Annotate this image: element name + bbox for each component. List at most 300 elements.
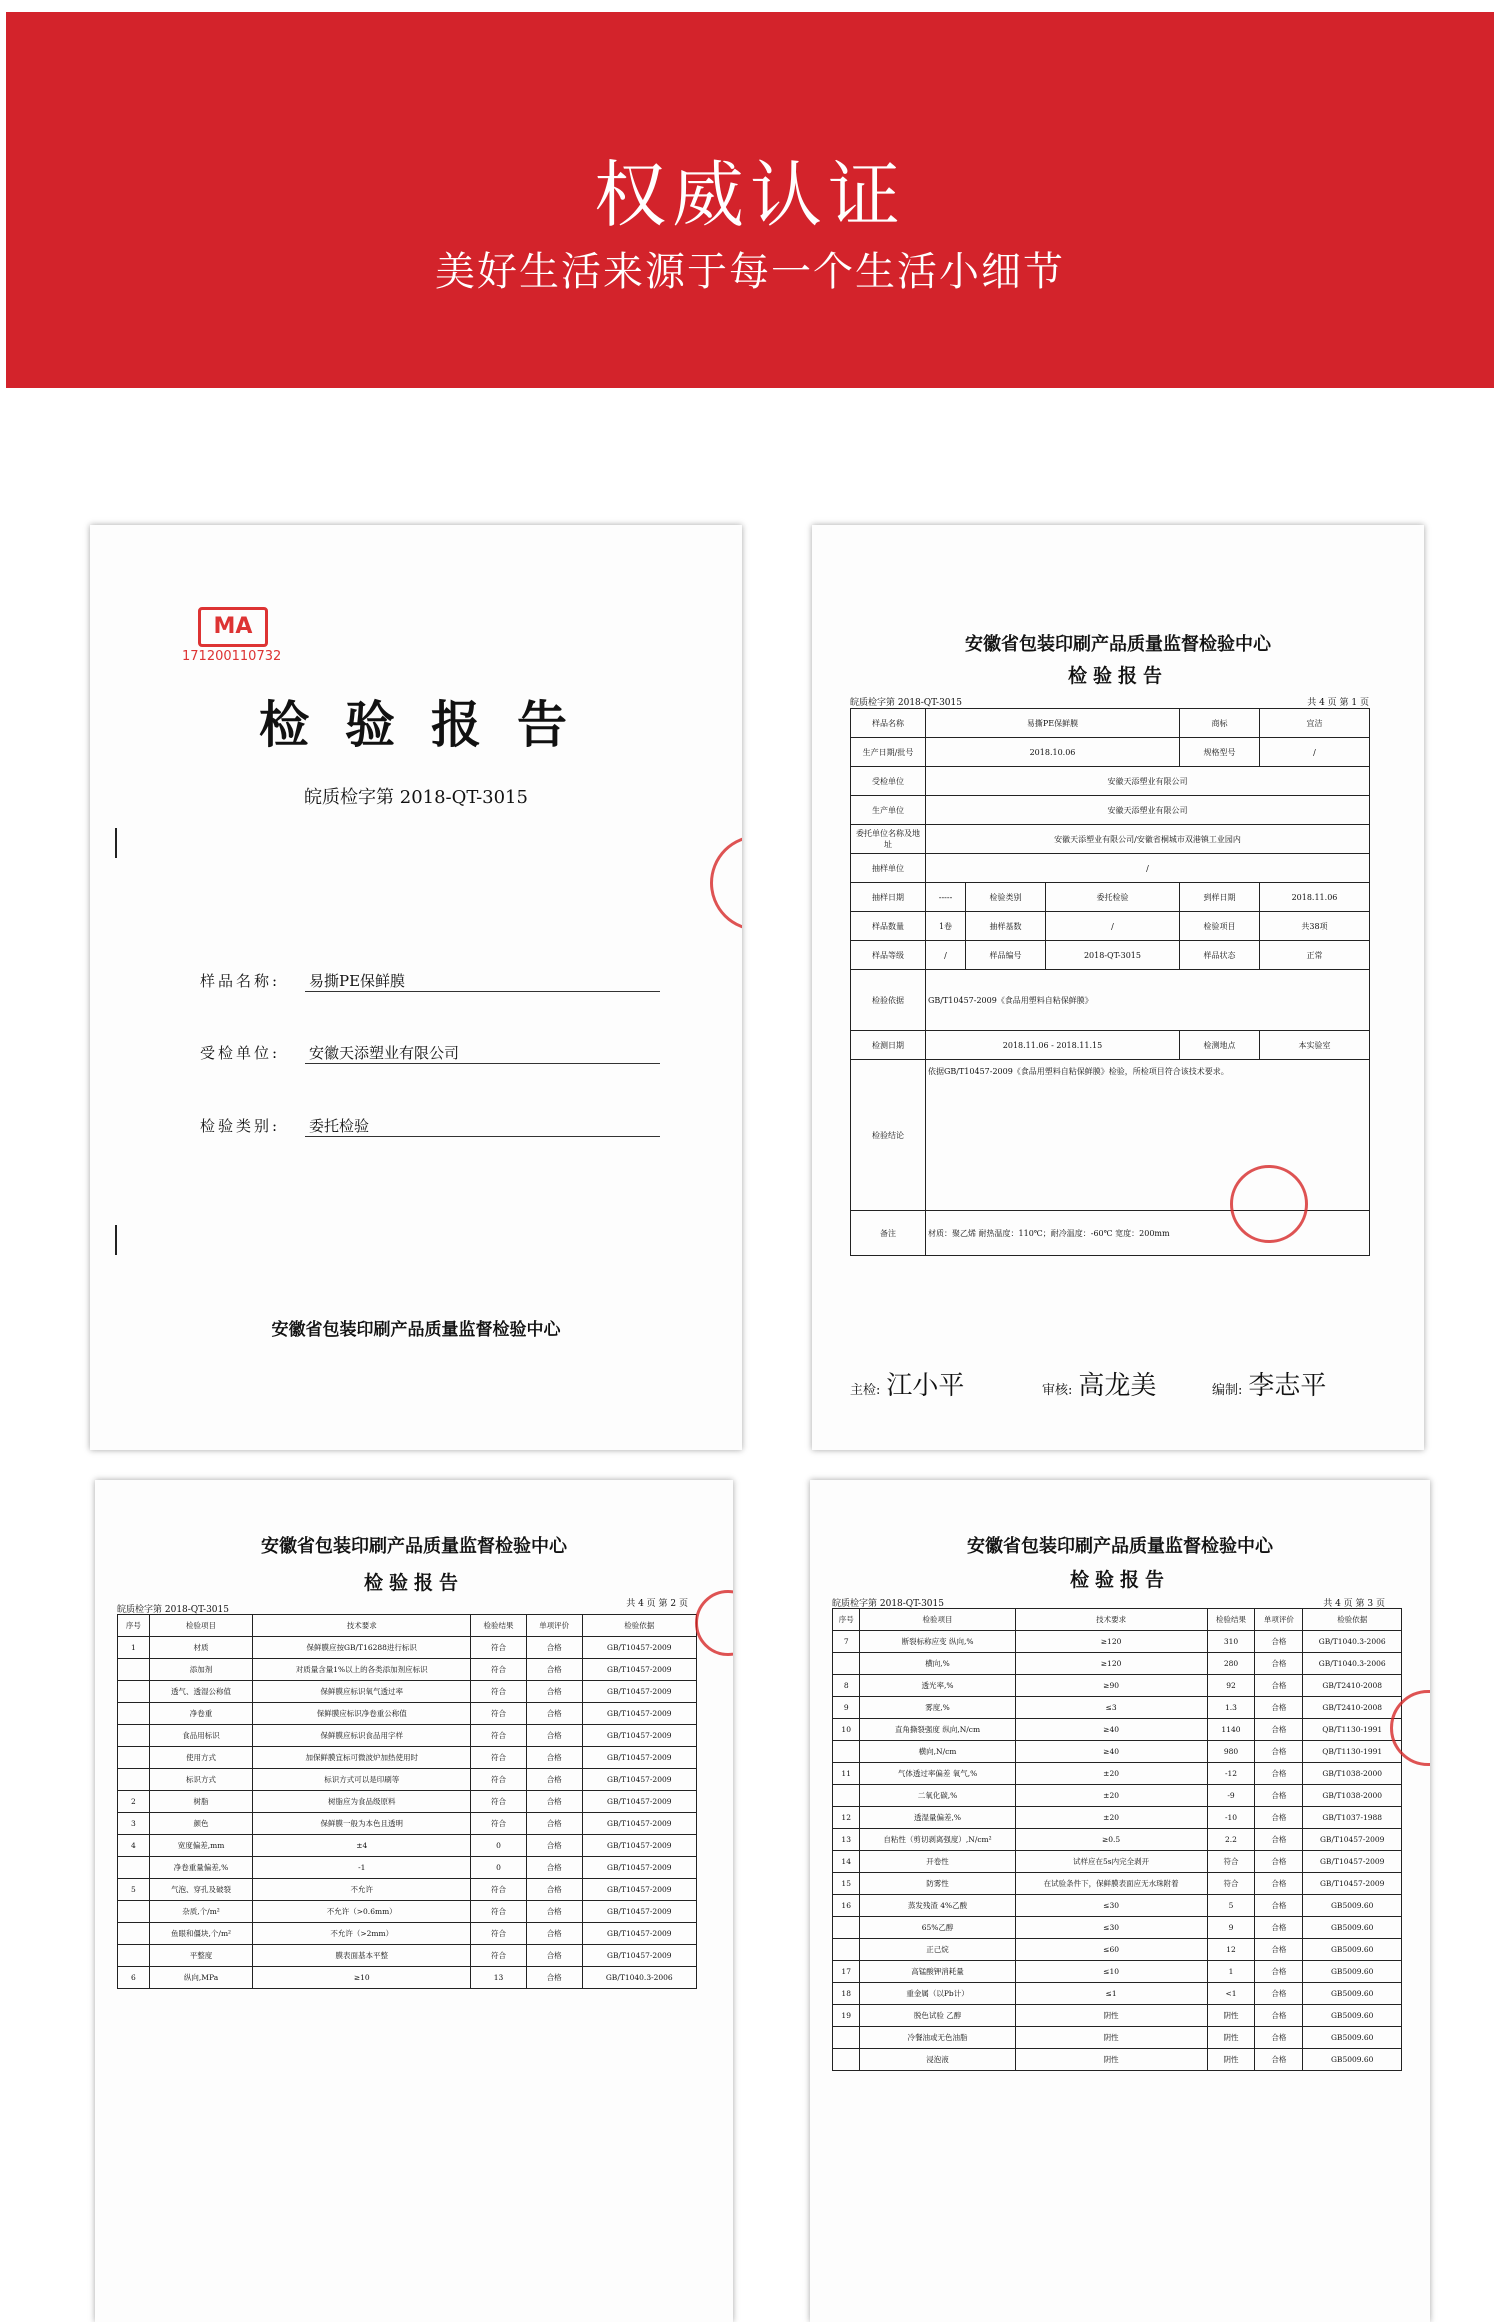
table-row xyxy=(118,1901,697,1923)
table-cell: ≤30 xyxy=(1015,1917,1207,1939)
table-row xyxy=(118,1747,697,1769)
table-cell: 5 xyxy=(118,1879,150,1901)
table-cell: 不允许 xyxy=(253,1879,471,1901)
table-cell: 符合 xyxy=(471,1747,527,1769)
table-cell: 1140 xyxy=(1207,1719,1255,1741)
table-cell: ±20 xyxy=(1015,1763,1207,1785)
table-cell: 7 xyxy=(833,1631,860,1653)
scan-mark xyxy=(115,1225,117,1255)
table-cell: 宽度偏差,mm xyxy=(149,1835,252,1857)
table-cell: ≥120 xyxy=(1015,1631,1207,1653)
table-cell: 合格 xyxy=(1255,1785,1303,1807)
page1-org: 安徽省包装印刷产品质量监督检验中心 xyxy=(965,634,1271,655)
table-cell: 阴性 xyxy=(1207,2027,1255,2049)
table-cell: 2.2 xyxy=(1207,1829,1255,1851)
table-cell: 280 xyxy=(1207,1653,1255,1675)
table-cell: 符合 xyxy=(471,1901,527,1923)
table-cell: 符合 xyxy=(471,1703,527,1725)
table-cell: 不允许（>0.6mm） xyxy=(253,1901,471,1923)
table-header-cell: 检验依据 xyxy=(582,1615,696,1637)
table-row xyxy=(118,1681,697,1703)
table-header-cell: 序号 xyxy=(833,1609,860,1631)
table-cell: QB/T1130-1991 xyxy=(1303,1741,1402,1763)
table-cell: 阴性 xyxy=(1015,2005,1207,2027)
table-cell xyxy=(833,1917,860,1939)
table-cell: 1.3 xyxy=(1207,1697,1255,1719)
table-cell: 合格 xyxy=(526,1725,582,1747)
table-cell xyxy=(118,1923,150,1945)
table-cell: 正己烷 xyxy=(860,1939,1015,1961)
table-cell: GB/T10457-2009 xyxy=(582,1791,696,1813)
table-cell: 合格 xyxy=(1255,1983,1303,2005)
table-cell xyxy=(833,1741,860,1763)
table-cell: GB/T10457-2009 xyxy=(582,1681,696,1703)
table-cell: 阴性 xyxy=(1207,2005,1255,2027)
table-cell: 合格 xyxy=(526,1813,582,1835)
table-cell xyxy=(118,1945,150,1967)
table-row xyxy=(833,1631,1402,1653)
table-row xyxy=(118,1637,697,1659)
table-row xyxy=(833,1719,1402,1741)
table-cell: 保鲜膜应标识氧气透过率 xyxy=(253,1681,471,1703)
red-seal-icon xyxy=(710,835,742,931)
table-cell: 纵向,MPa xyxy=(149,1967,252,1989)
table-cell: 符合 xyxy=(1207,1851,1255,1873)
table-row xyxy=(118,1791,697,1813)
report-page-2 xyxy=(95,1480,733,2322)
table-row xyxy=(118,1945,697,1967)
table-cell: 合格 xyxy=(526,1769,582,1791)
table-cell: 合格 xyxy=(526,1967,582,1989)
page2-number: 皖质检字第 2018-QT-3015 xyxy=(117,1605,229,1615)
table-cell: 合格 xyxy=(1255,1807,1303,1829)
table-cell: 310 xyxy=(1207,1631,1255,1653)
report-page-1 xyxy=(812,525,1424,1450)
table-cell: 符合 xyxy=(471,1681,527,1703)
page1-page: 共 4 页 第 1 页 xyxy=(1307,698,1369,708)
table-row xyxy=(833,1851,1402,1873)
page3-title: 检验报告 xyxy=(1069,1569,1170,1591)
table-cell: 合格 xyxy=(1255,1829,1303,1851)
table-header-cell: 检验依据 xyxy=(1303,1609,1402,1631)
table-cell: 16 xyxy=(833,1895,860,1917)
table-row xyxy=(118,1923,697,1945)
table-row xyxy=(118,1703,697,1725)
table-cell: GB/T10457-2009 xyxy=(582,1725,696,1747)
table-cell: 树脂应为食品级原料 xyxy=(253,1791,471,1813)
table-cell: 加保鲜膜宜标可微波炉加热使用时 xyxy=(253,1747,471,1769)
page3-results-table xyxy=(832,1608,1402,2071)
table-cell: GB5009.60 xyxy=(1303,2027,1402,2049)
table-row xyxy=(833,1895,1402,1917)
table-cell xyxy=(833,2049,860,2071)
table-cell: 合格 xyxy=(526,1857,582,1879)
table-cell: 65%乙醇 xyxy=(860,1917,1015,1939)
table-cell: 合格 xyxy=(526,1835,582,1857)
table-row xyxy=(833,1697,1402,1719)
table-cell: 横向,N/cm xyxy=(860,1741,1015,1763)
table-cell: 对质量含量1%以上的各类添加剂应标识 xyxy=(253,1659,471,1681)
table-cell: 合格 xyxy=(1255,1917,1303,1939)
table-cell: 保鲜膜应标识净卷重公称值 xyxy=(253,1703,471,1725)
table-row xyxy=(118,1725,697,1747)
table-cell xyxy=(118,1725,150,1747)
banner-title: 权威认证 xyxy=(593,153,906,237)
table-cell: 冷餐油或无色油脂 xyxy=(860,2027,1015,2049)
table-cell: 合格 xyxy=(1255,1873,1303,1895)
table-cell: GB/T1040.3-2006 xyxy=(1303,1653,1402,1675)
page1-number: 皖质检字第 2018-QT-3015 xyxy=(850,698,962,708)
table-cell: 合格 xyxy=(1255,1961,1303,1983)
table-cell: 开卷性 xyxy=(860,1851,1015,1873)
table-cell: 合格 xyxy=(526,1791,582,1813)
table-row xyxy=(118,1879,697,1901)
table-cell: 合格 xyxy=(526,1923,582,1945)
table-cell: GB/T10457-2009 xyxy=(582,1637,696,1659)
page1-title: 检验报告 xyxy=(1067,665,1168,687)
table-cell: 合格 xyxy=(1255,1851,1303,1873)
table-cell: 0 xyxy=(471,1857,527,1879)
field-inspected-unit: 受检单位: 安徽天添塑业有限公司 xyxy=(200,1042,660,1063)
table-cell: GB/T10457-2009 xyxy=(582,1769,696,1791)
table-row xyxy=(833,1807,1402,1829)
table-row xyxy=(833,1961,1402,1983)
page3-page: 共 4 页 第 3 页 xyxy=(1323,1599,1385,1609)
table-cell: ≤1 xyxy=(1015,1983,1207,2005)
table-cell: 3 xyxy=(118,1813,150,1835)
table-header-cell: 单项评价 xyxy=(526,1615,582,1637)
table-cell: 合格 xyxy=(526,1703,582,1725)
table-cell xyxy=(118,1681,150,1703)
table-cell: GB/T10457-2009 xyxy=(1303,1829,1402,1851)
table-cell: GB/T10457-2009 xyxy=(582,1659,696,1681)
table-cell: GB/T2410-2008 xyxy=(1303,1675,1402,1697)
table-row xyxy=(833,2005,1402,2027)
table-cell: 使用方式 xyxy=(149,1747,252,1769)
table-cell: 在试验条件下，保鲜膜表面应无水珠附着 xyxy=(1015,1873,1207,1895)
table-cell: 合格 xyxy=(526,1901,582,1923)
field-inspection-type: 检验类别: 委托检验 xyxy=(200,1115,660,1136)
table-row xyxy=(118,1769,697,1791)
table-cell: 9 xyxy=(1207,1917,1255,1939)
table-cell: GB5009.60 xyxy=(1303,1895,1402,1917)
table-row xyxy=(833,1917,1402,1939)
table-cell: GB5009.60 xyxy=(1303,2049,1402,2071)
table-cell xyxy=(833,1939,860,1961)
table-cell: 合格 xyxy=(1255,1697,1303,1719)
table-cell: 18 xyxy=(833,1983,860,2005)
table-cell: 92 xyxy=(1207,1675,1255,1697)
table-cell: 12 xyxy=(1207,1939,1255,1961)
table-cell: GB/T10457-2009 xyxy=(582,1945,696,1967)
cover-title: 检验报告 xyxy=(259,695,603,754)
table-cell: 重金属（以Pb计） xyxy=(860,1983,1015,2005)
table-row xyxy=(833,1939,1402,1961)
table-cell: ±4 xyxy=(253,1835,471,1857)
table-cell: ≤10 xyxy=(1015,1961,1207,1983)
table-cell: 平整度 xyxy=(149,1945,252,1967)
table-cell: 合格 xyxy=(1255,1895,1303,1917)
table-cell: 980 xyxy=(1207,1741,1255,1763)
table-cell: 合格 xyxy=(526,1879,582,1901)
table-cell: ±20 xyxy=(1015,1785,1207,1807)
table-cell: 颜色 xyxy=(149,1813,252,1835)
table-cell: 透气、透湿公称值 xyxy=(149,1681,252,1703)
table-cell: GB/T10457-2009 xyxy=(582,1813,696,1835)
table-row xyxy=(833,1785,1402,1807)
table-cell: 符合 xyxy=(471,1923,527,1945)
table-cell: 保鲜膜应标识食品用字样 xyxy=(253,1725,471,1747)
field-sample-name: 样品名称: 易撕PE保鲜膜 xyxy=(200,970,660,991)
page2-title: 检验报告 xyxy=(363,1572,464,1594)
table-cell: 2 xyxy=(118,1791,150,1813)
table-cell: 符合 xyxy=(471,1659,527,1681)
table-cell: 符合 xyxy=(471,1637,527,1659)
table-header-cell: 检验项目 xyxy=(860,1609,1015,1631)
table-cell: <1 xyxy=(1207,1983,1255,2005)
table-cell: GB/T10457-2009 xyxy=(1303,1873,1402,1895)
table-cell: 保鲜膜一般为本色且透明 xyxy=(253,1813,471,1835)
table-cell: 1 xyxy=(1207,1961,1255,1983)
table-cell xyxy=(118,1769,150,1791)
table-cell: 脱色试验 乙醇 xyxy=(860,2005,1015,2027)
table-cell: GB5009.60 xyxy=(1303,1983,1402,2005)
table-row xyxy=(833,2027,1402,2049)
table-header-cell: 技术要求 xyxy=(1015,1609,1207,1631)
table-row xyxy=(833,1763,1402,1785)
table-cell: 符合 xyxy=(471,1879,527,1901)
table-cell: GB/T10457-2009 xyxy=(582,1835,696,1857)
table-cell: 合格 xyxy=(1255,1763,1303,1785)
table-header-cell: 检验结果 xyxy=(1207,1609,1255,1631)
table-cell xyxy=(118,1747,150,1769)
table-cell: 阴性 xyxy=(1207,2049,1255,2071)
page1-info-table: 样品名称 易撕PE保鲜膜 商标 宜洁 生产日期/批号 2018.10.06 规格型号 / 受检单位 安徽天添塑业有限公司 生产单位 安徽天添塑业有限公司 委托单位名称及地址 安徽天添塑业有限公司/安徽省桐城市双港镇工业园内 抽样单位 / 抽样日期 ----- 检验类别 委托检验 到样日期 2018.11.06 样品数量 1卷 抽样基数 / 检验项目 共38项 样品等级 / 样品编号 2018-QT-3015 样品状态 正常 检验依据 GB/T10457-2009《食品用塑料自粘保鲜膜》 检测日期 2018.11.06 - 2018.11.15 检测地点 本实验室 检验结论 依据GB/T10457-2009《食品用塑料自粘保鲜膜》检验，所检项目符合该技术要求。 备注 材质：聚乙烯 耐热温度：110℃；耐冷温度：-60℃ 宽度：200mm xyxy=(850,708,1370,1256)
table-cell: 气体透过率偏差 氧气,% xyxy=(860,1763,1015,1785)
signer-editor: 编制: 李志平 xyxy=(1212,1371,1327,1401)
table-row xyxy=(833,1873,1402,1895)
table-cell: 15 xyxy=(833,1873,860,1895)
report-page-3 xyxy=(810,1480,1430,2322)
table-row xyxy=(833,1675,1402,1697)
table-cell: -9 xyxy=(1207,1785,1255,1807)
table-cell: -1 xyxy=(253,1857,471,1879)
table-cell: 合格 xyxy=(526,1659,582,1681)
table-cell: 9 xyxy=(833,1697,860,1719)
table-cell: GB5009.60 xyxy=(1303,1939,1402,1961)
table-cell: ≥120 xyxy=(1015,1653,1207,1675)
cover-organization: 安徽省包装印刷产品质量监督检验中心 xyxy=(271,1320,561,1340)
table-cell: GB/T10457-2009 xyxy=(1303,1851,1402,1873)
table-cell: 标识方式 xyxy=(149,1769,252,1791)
table-row xyxy=(118,1813,697,1835)
page2-results-table xyxy=(117,1614,697,1989)
table-cell: 19 xyxy=(833,2005,860,2027)
table-cell: 合格 xyxy=(1255,1675,1303,1697)
table-row xyxy=(118,1967,697,1989)
table-cell: 不允许（>2mm） xyxy=(253,1923,471,1945)
table-cell: ≤3 xyxy=(1015,1697,1207,1719)
table-cell xyxy=(118,1659,150,1681)
table-cell: 雾度,% xyxy=(860,1697,1015,1719)
page2-org: 安徽省包装印刷产品质量监督检验中心 xyxy=(261,1536,567,1557)
table-row xyxy=(833,1653,1402,1675)
table-cell: 合格 xyxy=(526,1945,582,1967)
table-row xyxy=(833,1741,1402,1763)
table-header-cell: 序号 xyxy=(118,1615,150,1637)
table-cell: 膜表面基本平整 xyxy=(253,1945,471,1967)
table-cell: 横向,% xyxy=(860,1653,1015,1675)
table-cell: 1 xyxy=(118,1637,150,1659)
table-cell: 材质 xyxy=(149,1637,252,1659)
table-cell: 杂质,个/m² xyxy=(149,1901,252,1923)
table-cell: 5 xyxy=(1207,1895,1255,1917)
table-row xyxy=(118,1857,697,1879)
table-cell: 试样应在5s内完全剥开 xyxy=(1015,1851,1207,1873)
table-cell: 13 xyxy=(471,1967,527,1989)
table-cell: 合格 xyxy=(1255,1741,1303,1763)
table-cell: ≤30 xyxy=(1015,1895,1207,1917)
red-seal-icon xyxy=(1230,1165,1308,1243)
table-cell: 高锰酸钾消耗量 xyxy=(860,1961,1015,1983)
table-cell: ≥0.5 xyxy=(1015,1829,1207,1851)
table-cell: 鱼眼和僵块,个/m² xyxy=(149,1923,252,1945)
table-cell: ≥10 xyxy=(253,1967,471,1989)
table-row xyxy=(118,1659,697,1681)
table-cell: ≥90 xyxy=(1015,1675,1207,1697)
table-cell: ≤60 xyxy=(1015,1939,1207,1961)
table-cell: 符合 xyxy=(1207,1873,1255,1895)
table-cell xyxy=(118,1901,150,1923)
table-cell: 透光率,% xyxy=(860,1675,1015,1697)
table-cell: 直角撕裂强度 纵向,N/cm xyxy=(860,1719,1015,1741)
table-cell: 符合 xyxy=(471,1725,527,1747)
table-cell xyxy=(833,1653,860,1675)
report-number: 皖质检字第 2018-QT-3015 xyxy=(304,787,528,808)
table-cell: 合格 xyxy=(1255,1653,1303,1675)
table-cell: GB5009.60 xyxy=(1303,1961,1402,1983)
cma-number: 171200110732 xyxy=(182,649,282,664)
table-cell: ±20 xyxy=(1015,1807,1207,1829)
table-cell xyxy=(118,1857,150,1879)
table-cell: 阴性 xyxy=(1015,2049,1207,2071)
table-cell: 符合 xyxy=(471,1769,527,1791)
table-cell: 合格 xyxy=(1255,2027,1303,2049)
table-cell: 10 xyxy=(833,1719,860,1741)
table-cell: -10 xyxy=(1207,1807,1255,1829)
table-cell: GB/T1038-2000 xyxy=(1303,1785,1402,1807)
table-cell: 符合 xyxy=(471,1945,527,1967)
table-cell: 6 xyxy=(118,1967,150,1989)
signer-reviewer: 审核: 高龙美 xyxy=(1042,1371,1157,1401)
banner-subtitle: 美好生活来源于每一个生活小细节 xyxy=(435,249,1065,295)
table-cell: GB/T10457-2009 xyxy=(582,1747,696,1769)
table-cell: 防雾性 xyxy=(860,1873,1015,1895)
table-cell: 浸泡液 xyxy=(860,2049,1015,2071)
table-cell: QB/T1130-1991 xyxy=(1303,1719,1402,1741)
page3-org: 安徽省包装印刷产品质量监督检验中心 xyxy=(967,1536,1273,1557)
table-row xyxy=(118,1835,697,1857)
table-row xyxy=(833,2049,1402,2071)
table-cell: 17 xyxy=(833,1961,860,1983)
table-cell: 保鲜膜应按GB/T16288进行标识 xyxy=(253,1637,471,1659)
scan-mark xyxy=(115,828,117,858)
table-cell: GB/T1040.3-2006 xyxy=(1303,1631,1402,1653)
table-cell: 13 xyxy=(833,1829,860,1851)
table-cell: ≥40 xyxy=(1015,1741,1207,1763)
table-cell: 净卷重量偏差,% xyxy=(149,1857,252,1879)
table-row xyxy=(833,1983,1402,2005)
table-cell: 合格 xyxy=(1255,2005,1303,2027)
table-cell: 食品用标识 xyxy=(149,1725,252,1747)
page2-page: 共 4 页 第 2 页 xyxy=(626,1599,688,1609)
table-header-cell: 技术要求 xyxy=(253,1615,471,1637)
table-cell xyxy=(833,1785,860,1807)
table-cell: 合格 xyxy=(1255,1939,1303,1961)
table-header-cell: 单项评价 xyxy=(1255,1609,1303,1631)
page3-number: 皖质检字第 2018-QT-3015 xyxy=(832,1599,944,1609)
table-cell: GB5009.60 xyxy=(1303,1917,1402,1939)
table-cell: 标识方式可以是印刷等 xyxy=(253,1769,471,1791)
table-cell: 二氧化碳,% xyxy=(860,1785,1015,1807)
table-cell: 添加剂 xyxy=(149,1659,252,1681)
table-cell: GB/T1040.3-2006 xyxy=(582,1967,696,1989)
table-row xyxy=(833,1829,1402,1851)
table-cell: GB/T1037-1988 xyxy=(1303,1807,1402,1829)
table-cell: GB/T10457-2009 xyxy=(582,1857,696,1879)
table-header-cell: 检验结果 xyxy=(471,1615,527,1637)
table-cell: 0 xyxy=(471,1835,527,1857)
table-cell: GB/T10457-2009 xyxy=(582,1901,696,1923)
table-cell: 11 xyxy=(833,1763,860,1785)
table-cell: 透湿量偏差,% xyxy=(860,1807,1015,1829)
table-cell: ≥40 xyxy=(1015,1719,1207,1741)
table-cell: GB5009.60 xyxy=(1303,2005,1402,2027)
table-cell: 合格 xyxy=(1255,2049,1303,2071)
table-cell: 树脂 xyxy=(149,1791,252,1813)
table-cell: GB/T10457-2009 xyxy=(582,1879,696,1901)
table-cell: 符合 xyxy=(471,1813,527,1835)
table-cell: 合格 xyxy=(1255,1719,1303,1741)
table-cell: 12 xyxy=(833,1807,860,1829)
header-banner xyxy=(6,12,1494,388)
table-cell: 自粘性（剪切剥离强度）,N/cm² xyxy=(860,1829,1015,1851)
table-cell: 符合 xyxy=(471,1791,527,1813)
table-cell: 合格 xyxy=(526,1681,582,1703)
cma-logo: MA xyxy=(198,607,268,647)
table-cell: 蒸发残渣 4%乙酸 xyxy=(860,1895,1015,1917)
table-header-cell: 检验项目 xyxy=(149,1615,252,1637)
report-cover-page xyxy=(90,525,742,1450)
table-cell: -12 xyxy=(1207,1763,1255,1785)
signer-chief: 主检: 江小平 xyxy=(850,1371,965,1401)
table-cell: GB/T10457-2009 xyxy=(582,1923,696,1945)
table-cell: 4 xyxy=(118,1835,150,1857)
table-cell: 14 xyxy=(833,1851,860,1873)
table-cell: 气泡、穿孔及破裂 xyxy=(149,1879,252,1901)
table-cell: 合格 xyxy=(1255,1631,1303,1653)
table-cell xyxy=(833,2027,860,2049)
table-cell: 断裂标称应变 纵向,% xyxy=(860,1631,1015,1653)
table-cell: 合格 xyxy=(526,1747,582,1769)
table-cell: 阴性 xyxy=(1015,2027,1207,2049)
table-cell: GB/T2410-2008 xyxy=(1303,1697,1402,1719)
table-cell: GB/T1038-2000 xyxy=(1303,1763,1402,1785)
table-cell xyxy=(118,1703,150,1725)
table-cell: 合格 xyxy=(526,1637,582,1659)
table-cell: 8 xyxy=(833,1675,860,1697)
table-cell: 净卷重 xyxy=(149,1703,252,1725)
